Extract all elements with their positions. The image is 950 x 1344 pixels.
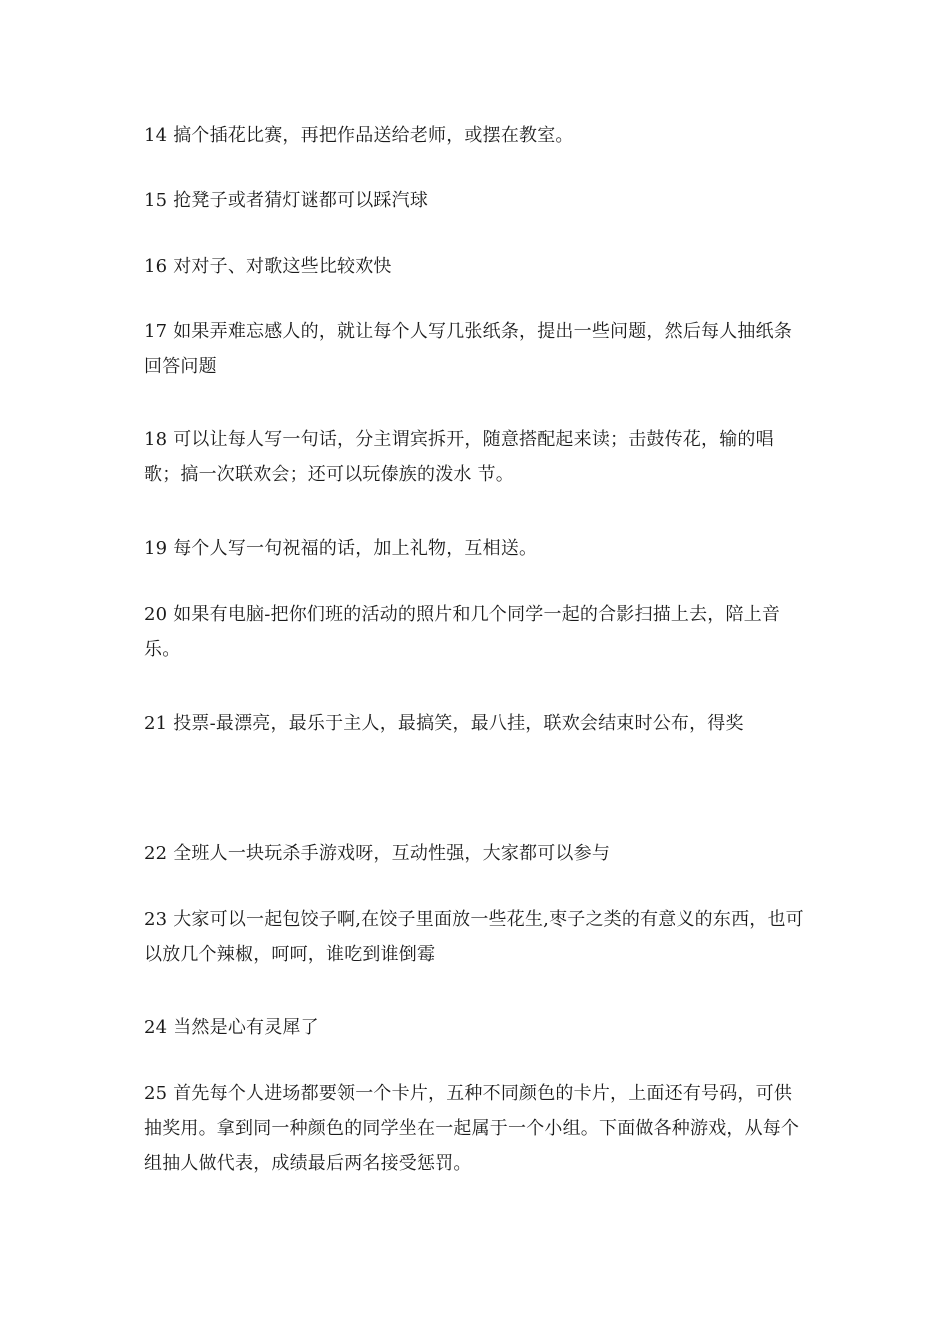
paragraph-14: 14 搞个插花比赛，再把作品送给老师，或摆在教室。: [144, 125, 574, 146]
paragraph-16: 16 对对子、对歌这些比较欢快: [144, 256, 392, 277]
paragraph-23: 23 大家可以一起包饺子啊,在饺子里面放一些花生,枣子之类的有意义的东西，也可以放几个辣椒，呵呵，谁吃到谁倒霉: [144, 909, 804, 965]
paragraph-18: 18 可以让每人写一句话，分主谓宾拆开，随意搭配起来读；击鼓传花，输的唱歌；搞一次联欢会；还可以玩傣族的泼水 节。: [144, 429, 774, 485]
paragraph-17: 17 如果弄难忘感人的，就让每个人写几张纸条，提出一些问题，然后每人抽纸条回答问题: [144, 321, 793, 377]
paragraph-21: 21 投票-最漂亮，最乐于主人，最搞笑，最八挂，联欢会结束时公布，得奖: [144, 713, 744, 734]
paragraph-22: 22 全班人一块玩杀手游戏呀，互动性强，大家都可以参与: [144, 843, 611, 864]
paragraph-19: 19 每个人写一句祝福的话，加上礼物，互相送。: [144, 538, 538, 559]
paragraph-24: 24 当然是心有灵犀了: [144, 1017, 319, 1038]
paragraph-25: 25 首先每个人进场都要领一个卡片，五种不同颜色的卡片，上面还有号码，可供抽奖用。拿到同一种颜色的同学坐在一起属于一个小组。下面做各种游戏，从每个组抽人做代表，成绩最后两名接受惩罚。: [144, 1083, 800, 1174]
paragraph-20: 20 如果有电脑-把你们班的活动的照片和几个同学一起的合影扫描上去，陪上音乐。: [144, 604, 781, 660]
paragraph-15: 15 抢凳子或者猜灯谜都可以踩汽球: [144, 190, 429, 211]
